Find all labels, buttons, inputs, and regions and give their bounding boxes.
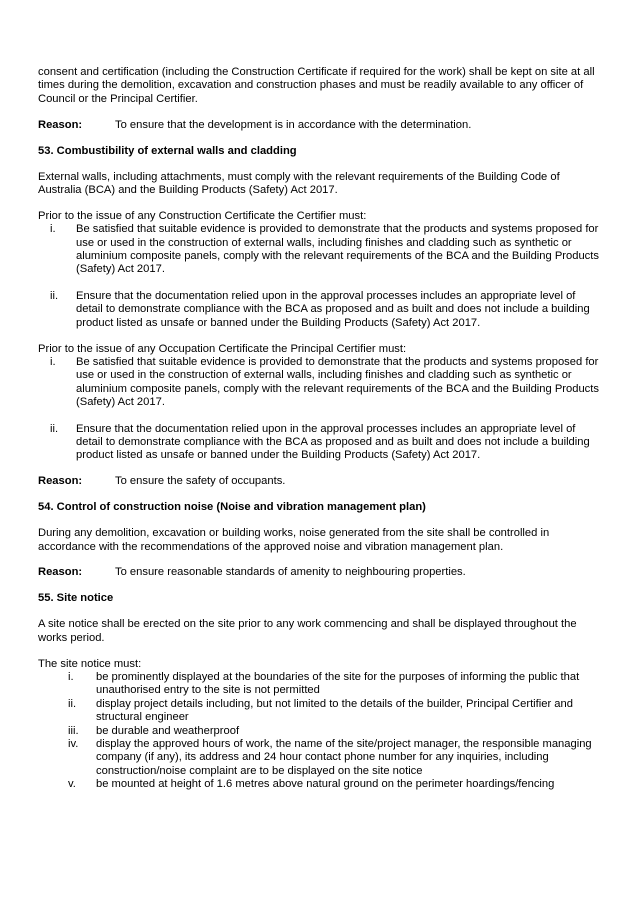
reason-label: Reason: (38, 475, 83, 488)
reason-label: Reason: (38, 566, 83, 579)
list-text: Be satisfied that suitable evidence is provided to demonstrate that the products and systems proposed for use or used in the construction of external walls, including finishes and cladding such as synthetic or aluminium composite panels, comply with the relevant requirements of the BCA and the Building Products (Safety) Act 2017. (76, 223, 599, 276)
list-number: v. (68, 778, 76, 791)
list-text: display the approved hours of work, the name of the site/project manager, the responsible managing company (if any), its address and 24 hour contact phone number for any inquiries, including construction/noise complaint are to be displayed on the site notice (96, 738, 592, 777)
list-number: ii. (68, 697, 77, 710)
document-page (38, 66, 600, 792)
list-number: ii. (50, 422, 59, 435)
list-text: be durable and weatherproof (96, 724, 240, 737)
paragraph: The site notice must: (38, 657, 142, 670)
list-item (68, 671, 600, 698)
requirements-list (38, 356, 600, 463)
list-text: Ensure that the documentation relied upon in the approval processes includes an appropriate level of detail to demonstrate compliance with the BCA as proposed and as built and does not include a building product listed as unsafe or banned under the Building Products (Safety) Act 2017. (76, 422, 590, 462)
list-number: i. (50, 223, 56, 236)
site-notice-list (38, 671, 600, 792)
list-text: be mounted at height of 1.6 metres above natural ground on the perimeter hoardings/fencing (96, 778, 555, 791)
list-number: iii. (68, 724, 79, 737)
list-item (68, 725, 600, 738)
list-number: i. (68, 671, 74, 683)
list-text: Be satisfied that suitable evidence is provided to demonstrate that the products and systems proposed for use or used in the construction of external walls, including finishes and cladding such as synthetic or aluminium composite panels, comply with the relevant requirements of the BCA and the Building Products (Safety) Act 2017. (76, 356, 599, 409)
list-number: i. (50, 356, 56, 368)
list-item (38, 290, 600, 330)
paragraph: During any demolition, excavation or building works, noise generated from the site shall be controlled in accordance with the recommendations of the approved noise and vibration management plan. (38, 527, 550, 553)
requirements-list (38, 223, 600, 330)
list-number: iv. (68, 738, 79, 751)
reason-label: Reason: (38, 118, 83, 131)
section-heading-53: 53. Combustibility of external walls and cladding (38, 144, 297, 157)
intro-paragraph: consent and certification (including the Construction Certificate if required for the work) shall be kept on site at all times during the demolition, excavation and construction phases and must be readily available to any officer of Council or the Principal Certifier. (38, 66, 595, 105)
paragraph: Prior to the issue of any Occupation Certificate the Principal Certifier must: (38, 342, 407, 355)
list-item (68, 698, 600, 725)
list-text: display project details including, but not limited to the details of the builder, Principal Certifier and structural engineer (96, 697, 573, 724)
reason-row (38, 475, 600, 488)
section-heading-55: 55. Site notice (38, 592, 114, 605)
reason-text: To ensure the safety of occupants. (115, 475, 286, 488)
list-item (38, 223, 600, 277)
list-item (68, 738, 600, 778)
reason-row (38, 566, 600, 579)
list-item (38, 356, 600, 410)
paragraph: External walls, including attachments, must comply with the relevant requirements of the Building Code of Australia (BCA) and the Building Products (Safety) Act 2017. (38, 170, 560, 196)
reason-row (38, 119, 600, 132)
list-item (38, 423, 600, 463)
reason-text: To ensure reasonable standards of amenity to neighbouring properties. (115, 566, 466, 579)
paragraph: A site notice shall be erected on the site prior to any work commencing and shall be displayed throughout the works period. (38, 618, 577, 644)
list-text: Ensure that the documentation relied upon in the approval processes includes an appropriate level of detail to demonstrate compliance with the BCA as proposed and as built and does not include a building product listed as unsafe or banned under the Building Products (Safety) Act 2017. (76, 289, 590, 329)
reason-text: To ensure that the development is in accordance with the determination. (115, 118, 472, 131)
list-text: be prominently displayed at the boundaries of the site for the purposes of informing the public that unauthorised entry to the site is not permitted (96, 671, 580, 697)
section-heading-54: 54. Control of construction noise (Noise and vibration management plan) (38, 501, 426, 514)
list-number: ii. (50, 289, 59, 302)
paragraph: Prior to the issue of any Construction Certificate the Certifier must: (38, 209, 367, 222)
list-item (68, 778, 600, 791)
